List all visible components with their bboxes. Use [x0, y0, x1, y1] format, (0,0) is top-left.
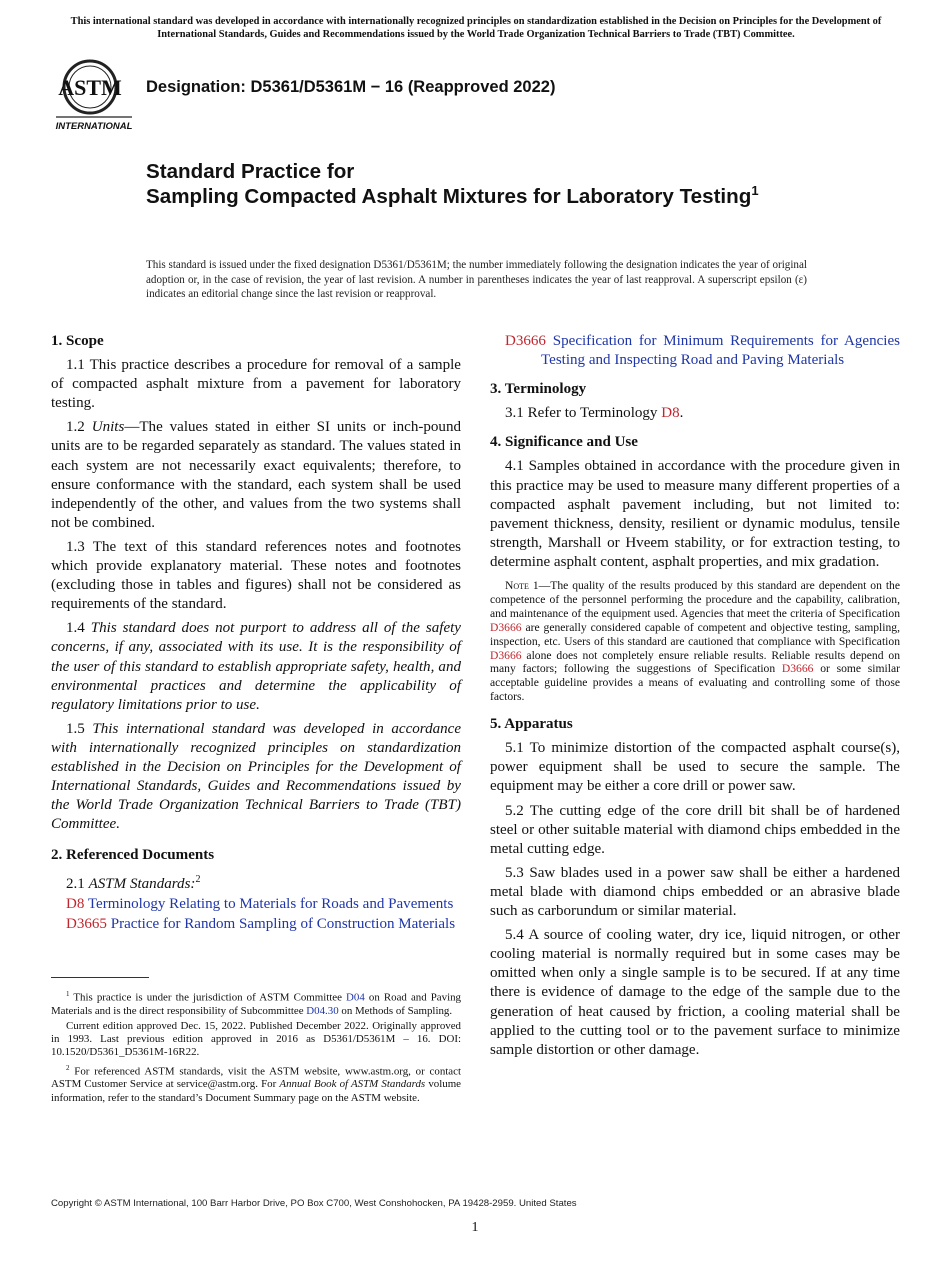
page-title — [146, 160, 826, 209]
astm-logo-icon — [52, 55, 136, 133]
paragraph-2-1: 2.1 ASTM Standards:$^2$ — [66, 874, 201, 893]
paragraph-1-3: 1.3 The text of this standard references notes and footnotes which provide explanatory material. These notes and footnotes (excluding those in tables and figures) shall not be considered as requirements of the standard. — [51, 538, 461, 613]
paragraph-5-2: 5.2 The cutting edge of the core drill bit shall be of hardened steel or other suitable material with diamond chips embedded in the metal cutting edge. — [490, 802, 900, 857]
note-1: Note 1—The quality of the results produced by this standard are dependent on the competence of the personnel performing the procedure and the capability, calibration, and maintenance of the equipment used. Agencies that meet the criteria of Specification D3666 are generally considered capable of competent and objective testing, sampling, inspection, etc. Users of this standard are cautioned that compliance with Specification D3666 alone does not completely ensure reliable results. Reliable results depend on many factors; following the suggestions of Specification D3666 or some similar acceptable guideline provides a means of evaluating and controlling some of those factors. — [490, 579, 901, 704]
paragraph-3-1: 3.1 Refer to Terminology D8. — [505, 405, 684, 422]
link-d3666[interactable]: D3666 — [490, 648, 522, 662]
footnote-divider — [51, 977, 149, 978]
title-footnote-mark: 1 — [751, 182, 759, 198]
footnote-edition: Current edition approved Dec. 15, 2022. Published December 2022. Originally approved in 1993. Last previous edition approved in 2016 as D5361/D5361M – 16. DOI: 10.1520/D5361_D5361M-16R22. — [51, 1020, 461, 1059]
reference-d3665[interactable]: D3665 Practice for Random Sampling of Construction Materials — [66, 915, 456, 932]
footnote-1: $^1$ This practice is under the jurisdiction of ASTM Committee D04 on Road and Paving Materials and is the direct responsibility of Subcommittee D04.30 on Methods of Sampling. — [51, 990, 461, 1017]
copyright: Copyright © ASTM International, 100 Barr Harbor Drive, PO Box C700, West Conshohocken, PA 19428-2959. United States — [51, 1198, 577, 1209]
reference-d8[interactable]: D8 Terminology Relating to Materials for Roads and Pavements — [66, 895, 454, 912]
link-d3666[interactable]: D3666 — [490, 620, 522, 634]
footnotes — [51, 988, 461, 1107]
paragraph-4-1: 4.1 Samples obtained in accordance with the procedure given in this practice may be used to measure many different properties of a compacted asphalt pavement including, but not limited to: pavement thickness, density, resilient or dynamic modulus, tensile strength, Marshall or Hveem stability, or for extraction testing, to determine asphalt content, asphalt properties, and mix gradation. — [490, 458, 900, 570]
section-heading-scope: 1. Scope — [51, 333, 104, 349]
section-heading-terminology: 3. Terminology — [490, 381, 587, 398]
title-line-2: Sampling Compacted Asphalt Mixtures for Laboratory Testing — [146, 184, 752, 208]
paragraph-5-3: 5.3 Saw blades used in a power saw shall be either a hardened metal blade with diamond chips embedded or an abrasive blade such as carborundum or similar material. — [490, 864, 900, 920]
paragraph-1-4: 1.4 This standard does not purport to address all of the safety concerns, if any, associated with its use. It is the responsibility of the user of this standard to establish appropriate safety, health, and environmental practices and determine the applicability of regulatory limitations prior to use. — [51, 620, 461, 713]
top-note: This international standard was developed in accordance with internationally recognized principles on standardization established in the Decision on Principles for the Development of International Standards, Guides and Recommendations issued by the World Trade Organization Technical Barriers to Trade (TBT) Committee. — [70, 16, 882, 40]
footnote-2: $^2$ For referenced ASTM standards, visit the ASTM website, www.astm.org, or contact ASTM Customer Service at service@astm.org. For Annual Book of ASTM Standards volume information, refer to the standard’s Document Summary page on the ASTM website. — [51, 1063, 461, 1104]
link-d04-30[interactable]: D04.30 — [306, 1004, 339, 1017]
designation: Designation: D5361/D5361M − 16 (Reapproved 2022) — [146, 78, 556, 96]
section-heading-significance: 4. Significance and Use — [490, 434, 638, 451]
left-column — [51, 332, 461, 934]
paragraph-1-5: 1.5 This international standard was developed in accordance with internationally recognized principles on standardization established in the Decision on Principles for the Development of International Standards, Guides and Recommendations issued by the World Trade Organization Technical Barriers to Trade (TBT) Committee. — [51, 720, 462, 833]
paragraph-5-4: 5.4 A source of cooling water, dry ice, liquid nitrogen, or other cooling material is normally required but in some cases may be omitted when only a single sample is to be secured. If at any time there is evidence of damage to the edge of the sample due to the generation of heat caused by friction, a cooling material shall be applied to the cutting tool or to the pavement surface to minimize sample distortion or other damage. — [490, 927, 900, 1058]
logo-subtext: INTERNATIONAL — [55, 121, 133, 132]
paragraph-1-2: 1.2 Units—The values stated in either SI units or inch-pound units are to be regarded separately as standard. The values stated in each system are not necessarily exact equivalents; therefore, to ensure conformance with the standard, each system shall be used independently of the other, and values from the two systems shall not be combined. — [51, 419, 461, 531]
title-line-1: Standard Practice for — [146, 160, 355, 183]
paragraph-5-1: 5.1 To minimize distortion of the compacted asphalt course(s), power equipment shall be used to secure the sample. The equipment may be either a core drill or power saw. — [490, 740, 900, 795]
link-d3666[interactable]: D3666 — [781, 662, 814, 676]
logo-text: ASTM — [58, 75, 122, 100]
section-heading-referenced-documents: 2. Referenced Documents — [51, 847, 215, 864]
page-number: 1 — [471, 1220, 479, 1235]
section-heading-apparatus: 5. Apparatus — [490, 716, 573, 733]
reference-d3666[interactable]: D3666 Specification for Minimum Requirements for Agencies Testing and Inspecting Road and Paving Materials — [505, 333, 900, 369]
issued-note: This standard is issued under the fixed designation D5361/D5361M; the number immediately following the designation indicates the year of original adoption or, in the case of revision, the year of last revision. A number in parentheses indicates the year of last reapproval. A superscript epsilon (ε) indicates an editorial change since the last revision or reapproval. — [146, 259, 807, 300]
link-d8[interactable]: D8 — [661, 405, 680, 422]
link-d04[interactable]: D04 — [346, 991, 365, 1004]
paragraph-1-1: 1.1 This practice describes a procedure for removal of a sample of compacted asphalt mixture from a pavement for laboratory testing. — [51, 357, 461, 412]
right-column — [490, 332, 900, 1065]
